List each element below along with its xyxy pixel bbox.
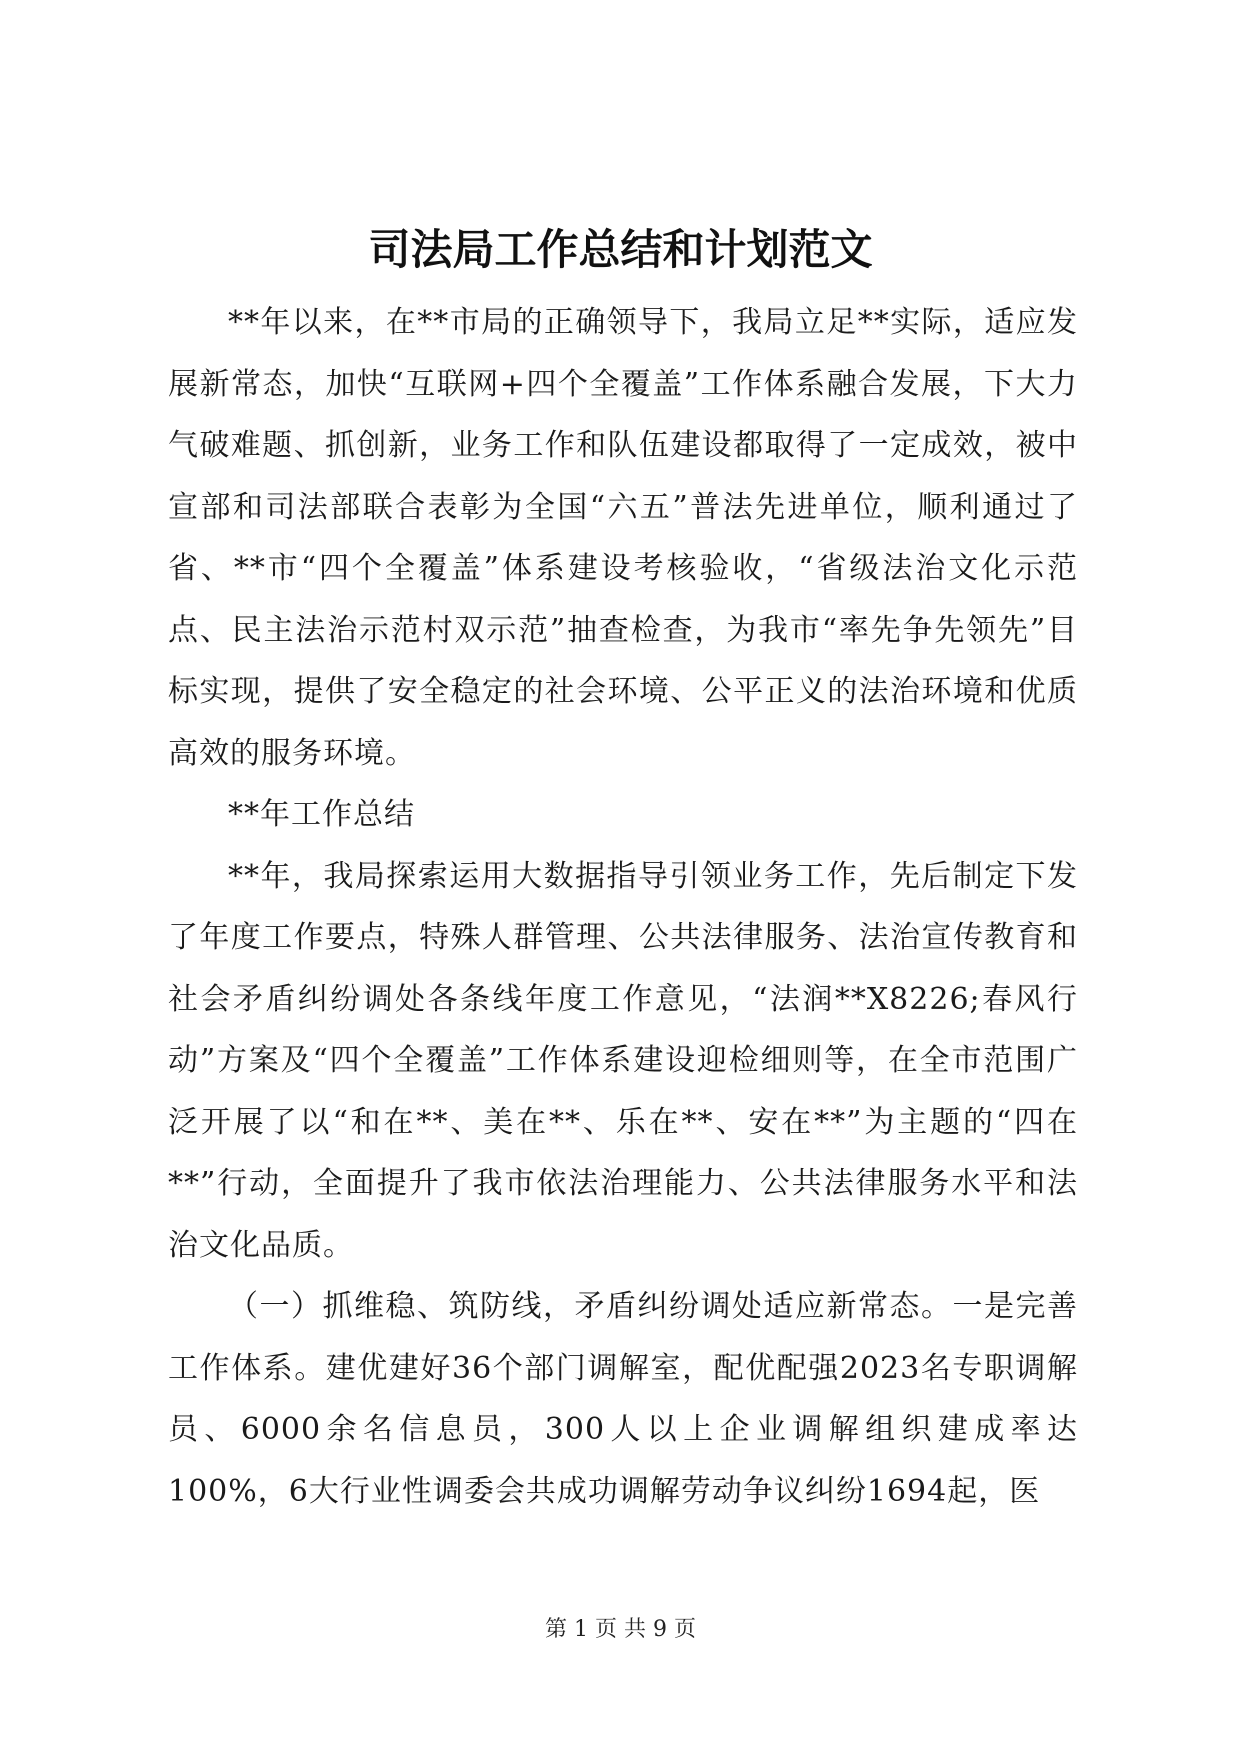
document-body xyxy=(168,292,1078,1522)
section-one-paragraph: （一）抓维稳、筑防线，矛盾纠纷调处适应新常态。一是完善工作体系。建优建好36个部门调解室，配优配强2023名专职调解员、6000余名信息员，300人以上企业调解组织建成率达100%，6大行业性调委会共成功调解劳动争议纠纷1694起，医 xyxy=(168,1289,1078,1509)
section-heading: **年工作总结 xyxy=(228,797,415,832)
page-number-footer: 第 1 页 共 9 页 xyxy=(545,1617,696,1642)
document-title: 司法局工作总结和计划范文 xyxy=(368,225,873,274)
summary-paragraph: **年，我局探索运用大数据指导引领业务工作，先后制定下发了年度工作要点，特殊人群管理、公共法律服务、法治宣传教育和社会矛盾纠纷调处各条线年度工作意见，“法润**X8226;春风行动”方案及“四个全覆盖”工作体系建设迎检细则等，在全市范围广泛开展了以“和在**、美在**、乐在**、安在**”为主题的“四在**”行动，全面提升了我市依法治理能力、公共法律服务水平和法治文化品质。 xyxy=(168,858,1078,1263)
intro-paragraph: **年以来，在**市局的正确领导下，我局立足**实际，适应发展新常态，加快“互联网+四个全覆盖”工作体系融合发展，下大力气破难题、抓创新，业务工作和队伍建设都取得了一定成效，被中宣部和司法部联合表彰为全国“六五”普法先进单位，顺利通过了省、**市“四个全覆盖”体系建设考核验收，“省级法治文化示范点、民主法治示范村双示范”抽查检查，为我市“率先争先领先”目标实现，提供了安全稳定的社会环境、公平正义的法治环境和优质高效的服务环境。 xyxy=(168,305,1078,771)
